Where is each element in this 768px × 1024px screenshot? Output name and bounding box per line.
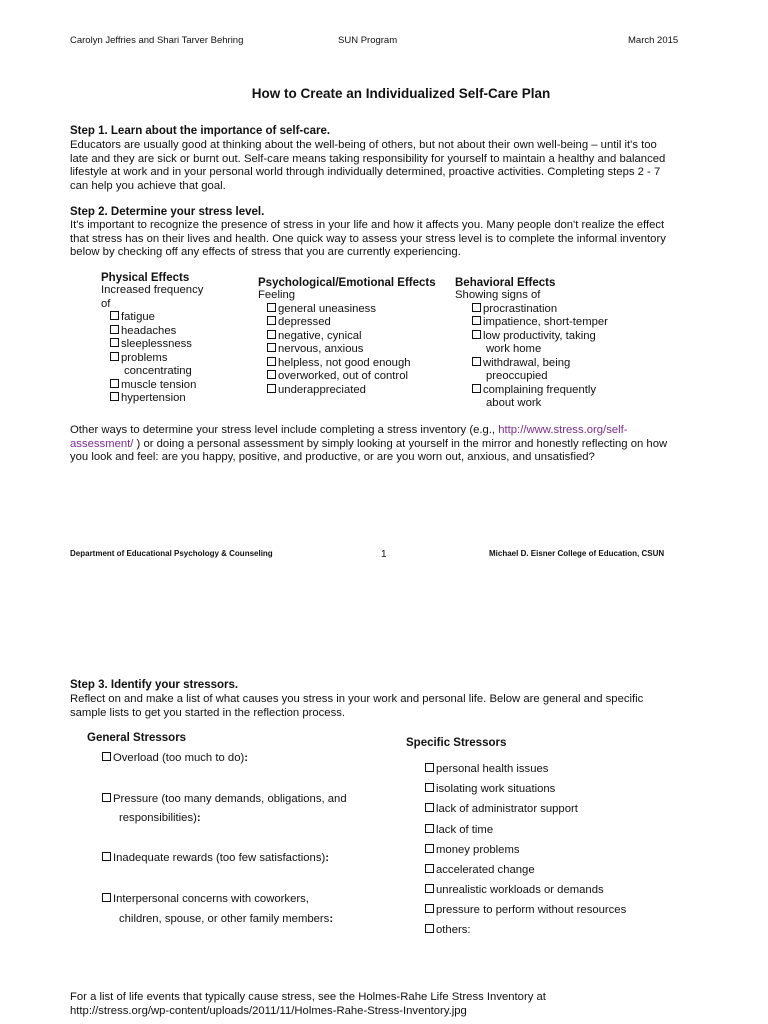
checkbox[interactable] (425, 864, 434, 873)
checkbox[interactable] (425, 803, 434, 812)
psychological-effect-item (267, 330, 436, 344)
behavioral-effect-item (472, 303, 608, 317)
physical-effect-item (110, 392, 203, 406)
behavioral-effects-heading: Behavioral Effects (455, 277, 556, 289)
item-label: low productivity, taking (483, 329, 596, 342)
behavioral-effect-item (472, 330, 608, 357)
specific-stressors-item (425, 803, 578, 815)
psychological-effect-item (267, 343, 436, 357)
item-label: accelerated change (436, 864, 535, 876)
item-label: Overload (too much to do) (113, 752, 245, 764)
checkbox[interactable] (267, 384, 276, 393)
specific-stressors-item (425, 783, 555, 795)
psychological-effect-item (267, 370, 436, 384)
checkbox[interactable] (472, 316, 481, 325)
behavioral-effects-column (455, 277, 608, 411)
checkbox[interactable] (425, 924, 434, 933)
item-label: unrealistic workloads or demands (436, 884, 604, 896)
physical-effect-item (110, 352, 203, 379)
footer-department: Department of Educational Psychology & Counseling (70, 549, 273, 558)
holmes-rahe-link[interactable]: http://stress.org/wp-content/uploads/2011/11/Holmes-Rahe-Stress-Inventory.jpg (70, 1004, 467, 1017)
step1-line: can help you achieve that goal. (70, 179, 226, 192)
specific-stressors-item (425, 904, 626, 916)
checkbox[interactable] (425, 904, 434, 913)
item-label: helpless, not good enough (278, 356, 411, 369)
checkbox[interactable] (472, 330, 481, 339)
item-label: overworked, out of control (278, 370, 408, 382)
general-stressors-item-continued (119, 812, 201, 824)
physical-effects-column (101, 272, 203, 406)
step1-line: lifestyle at work and in your personal world through individually determined, proactive activities. Completing steps 2 - 7 (70, 166, 661, 178)
general-stressors-item-continued (119, 913, 333, 925)
item-label: others: (436, 924, 471, 936)
psychological-effect-item (267, 303, 436, 317)
physical-effects-heading: Physical Effects (101, 272, 190, 284)
physical-effect-item (110, 338, 203, 352)
checkbox[interactable] (102, 752, 111, 761)
specific-stressors-item (425, 924, 471, 936)
step2-line: that stress has on their lives and health. One quick way to assess your stress level is to complete the informal inventory (70, 232, 666, 245)
checkbox[interactable] (267, 330, 276, 339)
step2-line: below by checking off any effects of stress that you are currently experiencing. (70, 246, 461, 258)
footer-page-number: 1 (381, 549, 387, 560)
item-colon: : (329, 913, 334, 925)
item-label: lack of administrator support (436, 803, 578, 815)
psychological-effects-sub: Feeling (258, 289, 296, 301)
item-label: isolating work situations (436, 783, 556, 795)
item-label: Interpersonal concerns with coworkers, (113, 893, 309, 905)
checkbox[interactable] (425, 763, 434, 772)
general-stressors-item (102, 752, 248, 764)
other-ways-text: ) or doing a personal assessment by simply looking at yourself in the mirror and honestly reflecting on how (133, 437, 668, 450)
step2-paragraph (70, 219, 666, 260)
item-label: fatigue (121, 311, 155, 323)
checkbox[interactable] (425, 844, 434, 853)
checkbox[interactable] (267, 343, 276, 352)
checkbox[interactable] (102, 852, 111, 861)
item-label: underappreciated (278, 383, 366, 396)
behavioral-effects-sub: Showing signs of (455, 289, 541, 301)
other-ways-text: Other ways to determine your stress level include completing a stress inventory (e.g., (70, 424, 499, 436)
general-stressors-item (102, 893, 309, 905)
physical-effect-item (110, 311, 203, 325)
item-label: sleeplessness (121, 338, 192, 350)
physical-effects-sub: Increased frequency (101, 284, 204, 296)
item-label: personal health issues (436, 763, 549, 775)
step2-line: It's important to recognize the presence of stress in your life and how it affects you. Many people don't realize the effect (70, 219, 665, 231)
psychological-effect-item (267, 316, 436, 330)
item-label: complaining frequently (483, 383, 597, 396)
checkbox[interactable] (472, 357, 481, 366)
step3-paragraph (70, 693, 643, 720)
item-label-continued: about work (486, 397, 542, 409)
checkbox[interactable] (102, 793, 111, 802)
physical-effect-item (110, 325, 203, 339)
item-label: impatience, short-temper (483, 316, 608, 328)
item-label: headaches (121, 324, 177, 337)
item-label: pressure to perform without resources (436, 904, 627, 916)
item-label-continued: work home (486, 343, 542, 355)
reference-text: For a list of life events that typically cause stress, see the Holmes-Rahe Life Stress Inventory at (70, 991, 546, 1003)
checkbox[interactable] (110, 338, 119, 347)
checkbox[interactable] (110, 392, 119, 401)
other-ways-line (70, 438, 667, 452)
specific-stressors-item (425, 864, 535, 876)
item-label: hypertension (121, 392, 186, 404)
step1-paragraph (70, 139, 665, 193)
other-ways-paragraph (70, 424, 667, 465)
item-label: money problems (436, 844, 520, 856)
stress-self-assessment-link-continued[interactable]: assessment/ (70, 437, 134, 450)
general-stressors-heading: General Stressors (87, 732, 187, 744)
psychological-effects-heading: Psychological/Emotional Effects (258, 277, 436, 289)
step3-line: sample lists to get you started in the reflection process. (70, 706, 346, 719)
header-date: March 2015 (628, 35, 679, 46)
item-label: withdrawal, being (483, 356, 571, 369)
other-ways-line (70, 424, 667, 438)
checkbox[interactable] (110, 311, 119, 320)
checkbox[interactable] (267, 370, 276, 379)
psychological-effect-item (267, 384, 436, 398)
checkbox[interactable] (102, 893, 111, 902)
step1-line: Educators are usually good at thinking about the well-being of others, but not about their own well-being – until it's too (70, 139, 657, 151)
holmes-rahe-reference (70, 991, 546, 1018)
specific-stressors-item (425, 844, 520, 856)
document-title: How to Create an Individualized Self-Care Plan (251, 86, 551, 101)
header-authors: Carolyn Jeffries and Shari Tarver Behring (70, 35, 244, 46)
other-ways-line: you look and feel: are you happy, positive, and productive, or are you worn out, anxious, and unsatisfied? (70, 451, 595, 463)
physical-effects-sub: of (101, 297, 111, 310)
item-label: Pressure (too many demands, obligations, and (113, 793, 347, 805)
item-label: depressed (278, 316, 331, 328)
general-stressors-item (102, 852, 329, 864)
item-label: problems (121, 351, 168, 364)
item-label: Inadequate rewards (too few satisfactions) (113, 852, 326, 864)
step2-heading: Step 2. Determine your stress level. (70, 206, 265, 218)
stress-self-assessment-link[interactable]: http://www.stress.org/self- (498, 424, 628, 436)
item-label: negative, cynical (278, 329, 362, 342)
item-label: general uneasiness (278, 302, 376, 315)
checkbox[interactable] (110, 325, 119, 334)
specific-stressors-item (425, 884, 604, 896)
step3-heading: Step 3. Identify your stressors. (70, 679, 239, 691)
psychological-effects-column (258, 277, 436, 397)
header-program: SUN Program (338, 35, 398, 46)
specific-stressors-heading: Specific Stressors (406, 737, 507, 749)
item-colon: : (196, 812, 201, 824)
checkbox[interactable] (472, 303, 481, 312)
item-label: procrastination (483, 302, 558, 315)
checkbox[interactable] (267, 316, 276, 325)
item-label: nervous, anxious (278, 343, 364, 355)
behavioral-effect-item (472, 357, 608, 384)
item-label: muscle tension (121, 378, 197, 391)
behavioral-effect-item (472, 316, 608, 330)
general-stressors-item (102, 793, 347, 805)
specific-stressors-item (425, 824, 493, 836)
checkbox[interactable] (425, 783, 434, 792)
behavioral-effect-item (472, 384, 608, 411)
footer-college: Michael D. Eisner College of Education, CSUN (489, 549, 665, 558)
item-label-continued: responsibilities) (119, 812, 197, 824)
item-label-continued: concentrating (124, 365, 192, 377)
step1-line: late and they are sick or burnt out. Self-care means taking responsibility for yourself to maintain a healthy and balanced (70, 152, 666, 165)
checkbox[interactable] (110, 352, 119, 361)
checkbox[interactable] (267, 303, 276, 312)
item-label: lack of time (436, 824, 494, 836)
checkbox[interactable] (110, 379, 119, 388)
step3-line: Reflect on and make a list of what causes you stress in your work and personal life. Below are general and specific (70, 693, 644, 705)
item-colon: : (244, 752, 248, 764)
specific-stressors-item (425, 763, 548, 775)
checkbox[interactable] (472, 384, 481, 393)
item-colon: : (325, 852, 330, 864)
physical-effect-item (110, 379, 203, 393)
step1-heading: Step 1. Learn about the importance of self-care. (70, 125, 331, 137)
checkbox[interactable] (425, 824, 434, 833)
psychological-effect-item (267, 357, 436, 371)
checkbox[interactable] (267, 357, 276, 366)
checkbox[interactable] (425, 884, 434, 893)
item-label-continued: preoccupied (486, 370, 548, 382)
item-label-continued: children, spouse, or other family members (119, 913, 330, 925)
